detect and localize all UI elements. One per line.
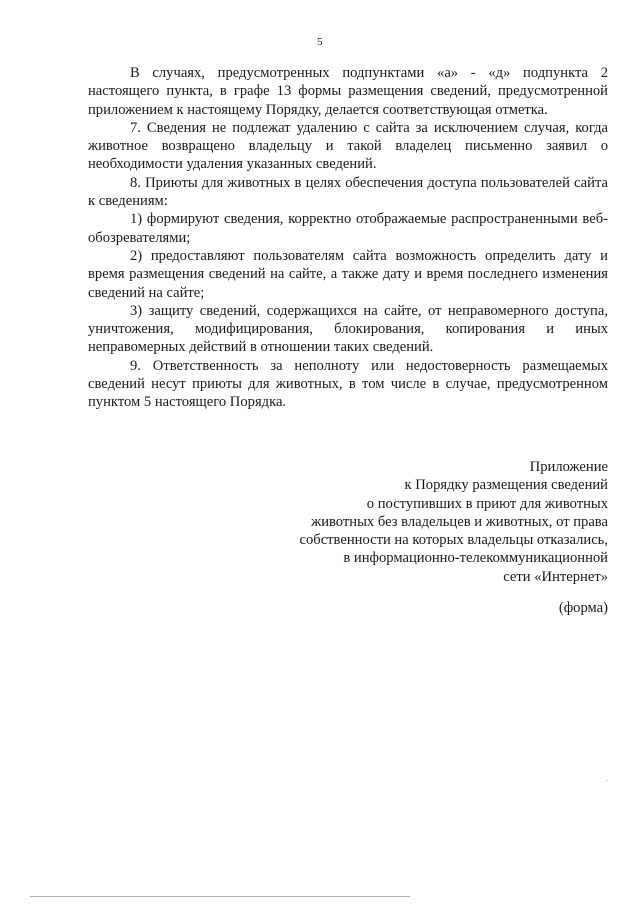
appendix-line: собственности на которых владельцы отказались, xyxy=(299,532,608,549)
appendix-line: к Порядку размещения сведений xyxy=(404,477,608,494)
appendix-header xyxy=(228,458,608,586)
appendix-line: сети «Интернет» xyxy=(503,568,608,585)
appendix-line: о поступивших в приют для животных xyxy=(366,495,608,512)
paragraph-8: 8. Приюты для животных в целях обеспечения доступа пользователей сайта к сведениям: xyxy=(88,174,608,210)
paragraph-marking-note: В случаях, предусмотренных подпунктами «а» - «д» подпункта 2 настоящего пункта, в графе 13 формы размещения сведений, предусмотренной приложением к настоящему Порядку, делается соответствующая отметка. xyxy=(88,65,608,118)
appendix-line: в информационно-телекоммуникационной xyxy=(343,550,608,567)
document-body xyxy=(88,64,608,412)
form-label: (форма) xyxy=(558,600,608,616)
paragraph-7: 7. Сведения не подлежат удалению с сайта за исключением случая, когда животное возвращено владельцу и такой владелец письменно заявил о необходимости удаления указанных сведений. xyxy=(88,119,608,173)
scan-speck xyxy=(606,780,607,781)
appendix-line: Приложение xyxy=(529,459,608,475)
paragraph-8-item-2: 2) предоставляют пользователям сайта возможность определить дату и время размещения сведений на сайте, а также дату и время последнего изменения сведений на сайте; xyxy=(88,247,608,301)
page-number: 5 xyxy=(317,36,323,48)
paragraph-8-item-3: 3) защиту сведений, содержащихся на сайте, от неправомерного доступа, уничтожения, модифицирования, блокирования, копирования и иных неправомерных действий в отношении таких сведений. xyxy=(88,302,608,356)
appendix-line: животных без владельцев и животных, от права xyxy=(311,513,608,530)
paragraph-9: 9. Ответственность за неполноту или недостоверность размещаемых сведений несут приюты для животных, в том числе в случае, предусмотренном пунктом 5 настоящего Порядка. xyxy=(88,357,608,411)
scan-edge-line xyxy=(30,896,410,897)
paragraph-8-item-1: 1) формируют сведения, корректно отображаемые распространенными веб-обозревателями; xyxy=(88,211,608,246)
